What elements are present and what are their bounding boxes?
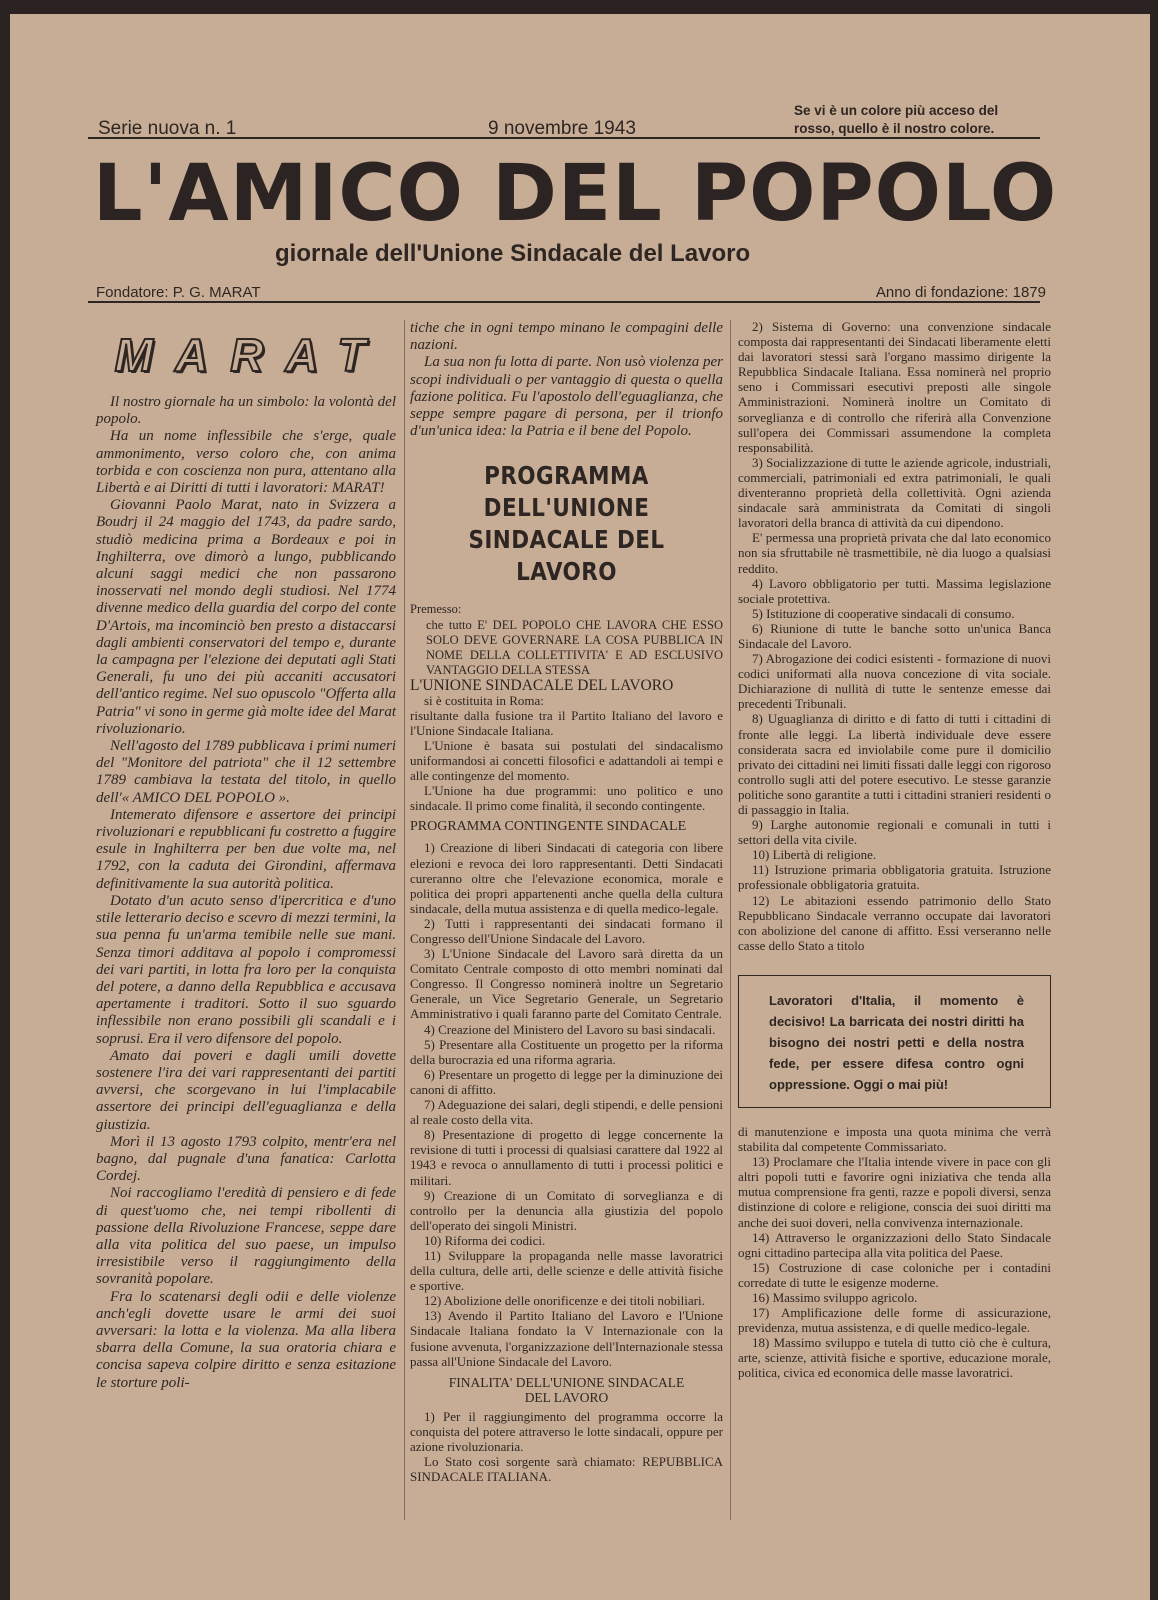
motto-line: Se vi è un colore più acceso del — [794, 103, 999, 118]
program-item: 5) Presentare alla Costituente un progetto per la riforma della burocrazia ed una riforma agraria. — [410, 1036, 723, 1067]
marat-article — [96, 324, 396, 1392]
masthead-rule — [88, 301, 1040, 303]
program-item: 7) Adeguazione dei salari, degli stipendi, e delle pensioni al reale costo della vita. — [410, 1097, 723, 1128]
program-item: 1) Per il raggiungimento del programma occorre la conquista del potere attraverso le lotte sindacali, oppure per azione rivoluzionaria. — [410, 1408, 723, 1455]
program-item: 8) Uguaglianza di diritto e di fatto di tutti i cittadini di fronte alle leggi. La libertà individuale deve essere considerata sacra ed inviolabile come pure il domicilio privato dei cittadini nei limiti fissati dalle leggi con rigoroso controllo sugli atti del potere esecutivo. Le stesse garanzie politiche sono garantite a tutti i cittadini stranieri residenti o di passaggio in Italia. — [738, 711, 1052, 817]
program-item: 11) Istruzione primaria obbligatoria gratuita. Istruzione professionale obbligatoria gratuita. — [738, 862, 1051, 893]
article-title: MARAT — [114, 329, 388, 381]
marat-continuation — [410, 320, 723, 440]
program-title-line: PROGRAMMA DELL'UNIONE — [483, 461, 650, 523]
program-item: 7) Abrogazione dei codici esistenti - formazione di nuovi codici uniformati alla nuova concezione di vita sociale. Dichiarazione di nullità di tutte le sentenze emesse dai precedenti Tribunali. — [738, 651, 1051, 712]
issue-date: 9 novembre 1943 — [488, 118, 636, 139]
article-paragraph: La sua non fu lotta di parte. Non usò violenza per scopi individuali o per vantaggio di questa o quella fazione politica. Fu l'apostolo dell'eguaglianza, che seppe sempre pagare di persona, per il trionfo d'un'unica idea: la Patria e il bene del Popolo. — [410, 354, 723, 440]
program-item: 16) Massimo sviluppo agricolo. — [752, 1289, 918, 1305]
program-title-line: SINDACALE DEL LAVORO — [468, 525, 665, 587]
program-paragraph: si è costituita in Roma: — [424, 692, 544, 708]
program-item: 13) Proclamare che l'Italia intende vivere in pace con gli altri popoli tutti e favorire ogni iniziativa che tenda alla mutua comprensione fra genti, razze e popoli diversi, senza distinzione di colore e religione, conscia dei suoi diritti ma anche dei suoi doveri, nella convivenza internazionale. — [738, 1154, 1051, 1230]
program-item: 5) Istituzione di cooperative sindacali di consumo. — [752, 605, 1015, 621]
article-paragraph: Morì il 13 agosto 1793 colpito, mentr'era nel bagno, dal pugnale d'una fanatica: Carlotta Cordej. — [96, 1133, 396, 1185]
newspaper-page — [10, 14, 1150, 1600]
premesso-label: Premesso: — [410, 602, 462, 617]
premesso-text: che tutto E' DEL POPOLO CHE LAVORA CHE ESSO SOLO DEVE GOVERNARE LA COSA PUBBLICA IN NOME DELLA COLLETTIVITA' E AD ESCLUSIVO VANTAGGIO DELLA STESSA — [426, 617, 723, 677]
masthead-subtitle: giornale dell'Unione Sindacale del Lavoro — [275, 240, 751, 267]
article-paragraph: Fra lo scatenarsi degli odii e delle violenze anch'egli dovette usare le armi dei suoi avversari: la lotta e la violenza. Ma alla libera sbarra della Comune, la sua oratoria chiara e concisa sapeva colpire diritto e senza esitazione le storture poli- — [96, 1288, 396, 1391]
issue-number: Serie nuova n. 1 — [98, 118, 237, 139]
program-item: 18) Massimo sviluppo e tutela di tutto ciò che è cultura, arte, scienze, attività fisiche e sportive, educazione morale, politica, civica ed economica delle masse lavoratrici. — [738, 1335, 1051, 1381]
program-item: di manutenzione e imposta una quota minima che verrà stabilita dal competente Commissariato. — [738, 1123, 1051, 1155]
article-paragraph: Dotato d'un acuto senso d'ipercritica e d'uno stile letterario deciso e scevro di mezzi termini, la sua penna fu un'arma temibile nelle sue mani. Senza timori additava al popolo i compromessi dei vari partiti, in lotta fra loro per la conquista del potere, a danno della Repubblica e accusava apertamente i traditori. Sotto il suo sguardo inflessibile non erano possibili gli scandali e i soprusi. Era il vero difensore del popolo. — [96, 892, 396, 1047]
program-item: 4) Creazione del Ministero del Lavoro su basi sindacali. — [424, 1021, 716, 1037]
article-paragraph: Intemerato difensore e assertore dei principi rivoluzionari e repubblicani fu costretto a fuggire esule in Inghilterra per ben due volte ma, nel 1792, con la caduta dei Girondini, affermava definitivamente la sua autorità politica. — [96, 806, 396, 892]
appeal-box: Lavoratori d'Italia, il momento è decisivo! La barricata dei nostri diritti ha bisogno dei nostri petti e della nostra fede, per essere difesa contro ogni oppressione. Oggi o mai più! — [738, 975, 1051, 1108]
article-paragraph: Ha un nome inflessibile che s'erge, quale ammonimento, verso coloro che, con anima torbida e con coscienza non pura, attentano alla Libertà e ai Diritti di tutti i lavoratori: MARAT! — [96, 428, 396, 497]
program-item: 17) Amplificazione delle forme di assicurazione, previdenza, mutua assistenza, e di quelle medico-legale. — [738, 1305, 1051, 1336]
program-item: Lo Stato così sorgente sarà chiamato: REPUBBLICA SINDACALE ITALIANA. — [410, 1454, 723, 1485]
program-item: 4) Lavoro obbligatorio per tutti. Massima legislazione sociale protettiva. — [738, 575, 1051, 606]
section-heading-line: DEL LAVORO — [524, 1389, 609, 1405]
program-item: 13) Avendo il Partito Italiano del Lavoro e l'Unione Sindacale Italiana fondato la V Internazionale con la fusione avvenuta, l'organizzazione dell'Internazionale stessa passa all'Unione Sindacale del Lavoro. — [410, 1308, 723, 1369]
founding-year: Anno di fondazione: 1879 — [875, 284, 1046, 301]
program-item: 8) Presentazione di progetto di legge concernente la revisione di tutti i processi di qualsiasi carattere dal 1922 al 1943 e revoca o annullamento di tutti i processi politici e militari. — [410, 1127, 723, 1188]
section-heading-line: FINALITA' DELL'UNIONE SINDACALE — [448, 1374, 685, 1390]
article-paragraph: Noi raccogliamo l'eredità di pensiero e di fede di quest'uomo che, nei tempi ribollenti di passione della Rivoluzione Francese, seppe dare alla vita politica del suo paese, un impulso irresistibile verso il raggiungimento della sovranità popolare. — [96, 1185, 396, 1288]
masthead-title: L'AMICO DEL POPOLO — [92, 149, 1058, 239]
article-paragraph: tiche che in ogni tempo minano le compagini delle nazioni. — [410, 320, 723, 354]
program-paragraph: L'Unione ha due programmi: uno politico e uno sindacale. Il primo come finalità, il secondo contingente. — [410, 783, 723, 814]
program-item: 12) Le abitazioni essendo patrimonio dello Stato Repubblicano Sindacale verranno occupate dai lavoratori con abolizione del canone di affitto. Essi verseranno nelle casse dello Stato a titolo — [738, 892, 1051, 953]
article-paragraph: Nell'agosto del 1789 pubblicava i primi numeri del "Monitore del patriota" che il 12 settembre 1789 cambiava la testata del titolo, in quello dell'« AMICO DEL POPOLO ». — [96, 738, 396, 806]
section-heading — [410, 1375, 723, 1405]
program-item: 6) Presentare un progetto di legge per la diminuzione dei canoni di affitto. — [410, 1066, 723, 1097]
column-divider — [730, 320, 731, 1520]
program-item: 3) L'Unione Sindacale del Lavoro sarà diretta da un Comitato Centrale composto di otto membri nominati dal Congresso. Il Congresso nominerà inoltre un Segretario Generale, un Vice Segretario Generale, un Segretario Amministrativo i quali faranno parte del Comitato Centrale. — [410, 946, 723, 1022]
program-paragraph: L'Unione è basata sui postulati del sindacalismo uniformandosi ai concetti filosofici e adattandoli ai tempi e alle contingenze del momento. — [410, 737, 723, 784]
program-item: 10) Riforma dei codici. — [424, 1232, 546, 1248]
program-title — [432, 460, 701, 588]
column-divider — [404, 320, 405, 1520]
program-item: 9) Creazione di un Comitato di sorveglianza e di controllo per la denuncia alla giustizia del popolo dell'operato dei singoli Ministri. — [410, 1187, 723, 1233]
program-paragraph: risultante dalla fusione tra il Partito Italiano del lavoro e l'Unione Sindacale Italiana. — [410, 707, 723, 738]
article-paragraph: Il nostro giornale ha un simbolo: la volontà del popolo. — [96, 394, 396, 428]
motto — [794, 102, 1044, 138]
program-item: 14) Attraverso le organizzazioni dello Stato Sindacale ogni cittadino partecipa alla vita politica del Paese. — [738, 1229, 1051, 1260]
program-column — [738, 319, 1051, 1381]
program-item: E' permessa una proprietà privata che dal lato economico non sia sfruttabile nè trasmettibile, nè dia luogo a qualsiasi reddito. — [738, 530, 1051, 576]
article-paragraph: Giovanni Paolo Marat, nato in Svizzera a Boudrj il 24 maggio del 1743, da padre sardo, studiò medicina prima a Bordeaux e poi in Inghilterra, ove dimorò a lungo, pubblicando alcuni saggi medici che non passarono inosservati nel mondo degli studiosi. Nel 1774 divenne medico della guardia del corpo del conte D'Artois, ma incominciò ben presto a distaccarsi dagli ambienti conservatori del tempo e, durante la campagna per l'elezione dei deputati agli Stati Generali, fu uno dei più accaniti accusatori dell'antico regime. Nel suo opuscolo "Offerta alla Patria" vi sono in germe già molte idee del Marat rivoluzionario. — [96, 497, 396, 737]
program-column — [410, 320, 723, 1484]
program-item: 2) Tutti i rappresentanti dei sindacati formano il Congresso dell'Unione Sindacale del Lavoro. — [410, 915, 723, 947]
program-item: 15) Costruzione di case coloniche per i contadini corredate di tutte le esigenze moderne. — [738, 1259, 1051, 1290]
header-rule — [88, 137, 1040, 139]
program-item: 10) Libertà di religione. — [752, 847, 877, 863]
header-bar — [88, 102, 1040, 142]
founder-line: Fondatore: P. G. MARAT — [96, 284, 261, 301]
motto-line: rosso, quello è il nostro colore. — [794, 121, 995, 136]
program-item: 3) Socializzazione di tutte le aziende agricole, industriali, commerciali, patrimoniali ed extra patrimoniali, le quali diventeranno proprietà della collettività. Ogni azienda sindacale sarà amministrata da Comitati di singoli lavoratori della branca di attività da cui dipendono. — [738, 454, 1051, 531]
program-item: 12) Abolizione delle onorificenze e dei titoli nobiliari. — [424, 1293, 705, 1309]
program-item: 11) Sviluppare la propaganda nelle masse lavoratrici della cultura, delle arti, delle scienze e delle attività fisiche e sportive. — [410, 1247, 723, 1294]
article-paragraph: Amato dai poveri e dagli umili dovette sostenere l'ira dei vari rappresentanti dei partiti avversi, che scorgevano in lui l'implacabile assertore dei principi dell'eguaglianza e della giustizia. — [96, 1047, 396, 1133]
program-item: 9) Larghe autonomie regionali e comunali in tutti i settori della vita civile. — [738, 817, 1051, 848]
program-item: 1) Creazione di liberi Sindacati di categoria con libere elezioni e revoca dei loro rappresentanti. Detti Sindacati cureranno oltre che l'elevazione economica, morale e politica dei propri appartenenti anche quella della cultura sindacale, della mutua assistenza e di quella medico-legale. — [410, 840, 723, 916]
program-item: 6) Riunione di tutte le banche sotto un'unica Banca Sindacale del Lavoro. — [738, 620, 1051, 651]
section-heading: PROGRAMMA CONTINGENTE SINDACALE — [410, 819, 687, 835]
section-heading: L'UNIONE SINDACALE DEL LAVORO — [410, 676, 674, 694]
program-item: 2) Sistema di Governo: una convenzione sindacale composta dai rappresentanti dei Sindacati liberamente eletti dai lavoratori stessi sarà l'organo massimo dirigente la Repubblica Sindacale Italiana. Essa nominerà nel proprio seno i Commissari esecutivi preposti alle singole Amministrazioni. Nominerà inoltre un Comitato di sorveglianza e di controllo che riferirà alla Convenzione sull'opera dei Commissari assumendone la completa responsabilità. — [738, 319, 1051, 455]
